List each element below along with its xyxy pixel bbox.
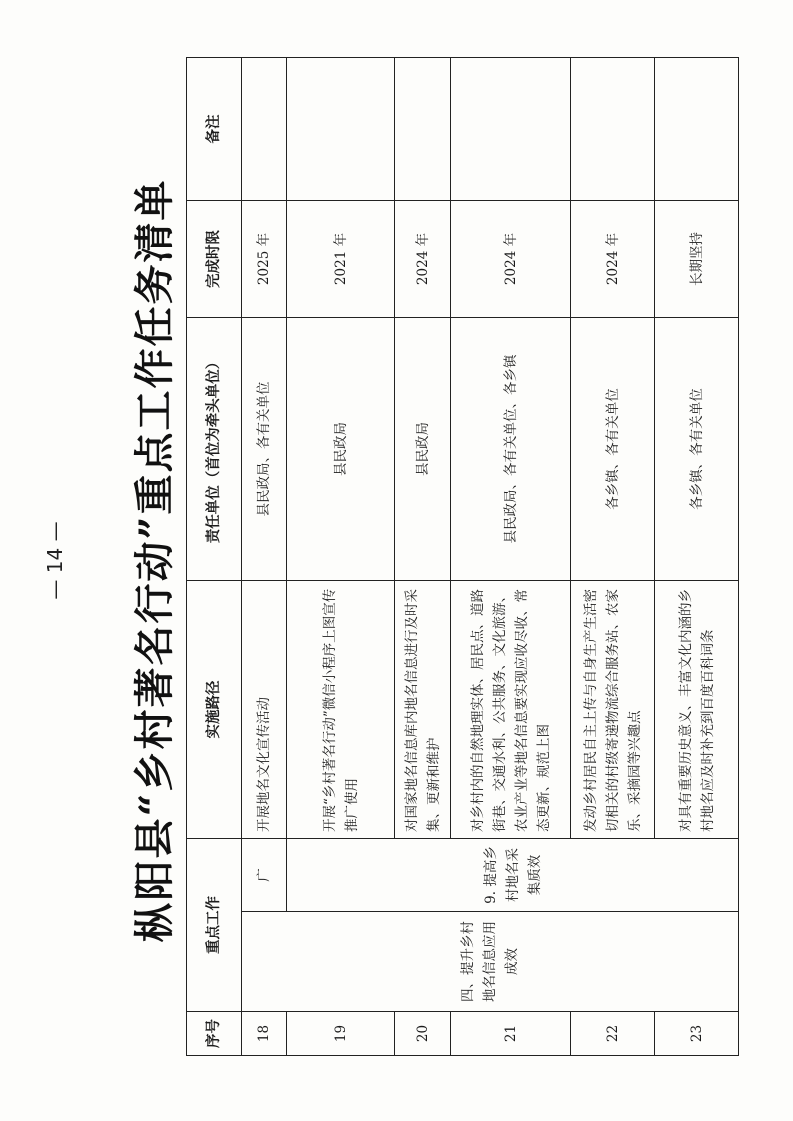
row-path: 开展“乡村著名行动”微信小程序上图宣传推广使用	[287, 581, 395, 839]
document-title: 枞阳县“乡村著名行动”重点工作任务清单	[131, 178, 178, 943]
header-path: 实施路径	[187, 581, 242, 839]
main-task-cell: 四、提升乡村地名信息应用成效	[242, 912, 739, 1012]
row-unit: 各乡镇、各有关单位	[655, 318, 739, 581]
row-no: 20	[395, 1012, 451, 1056]
row-remark	[571, 58, 655, 201]
row-deadline: 2024 年	[451, 201, 571, 318]
table-row	[287, 58, 395, 1056]
header-key-work: 重点工作	[187, 839, 242, 1012]
row-deadline: 2021 年	[287, 201, 395, 318]
row-unit: 县民政局	[395, 318, 451, 581]
row-path: 对国家地名信息库内地名信息进行及时采集、更新和维护	[395, 581, 451, 839]
sub-task-cell: 9. 提高乡村地名采集质效	[287, 839, 739, 912]
header-remark: 备注	[187, 58, 242, 201]
row-no: 18	[242, 1012, 287, 1056]
row-path: 发动乡村居民自主上传与自身生产生活密切相关的村级寄递物流综合服务站、农家乐、采摘园等兴趣点	[571, 581, 655, 839]
row-deadline: 2024 年	[571, 201, 655, 318]
table-row	[242, 58, 287, 1056]
row-remark	[655, 58, 739, 201]
row-remark	[451, 58, 571, 201]
header-deadline: 完成时限	[187, 201, 242, 318]
row-path: 对具有重要历史意义、丰富文化内涵的乡村地名应及时补充到百度百科词条	[655, 581, 739, 839]
row-unit: 县民政局、各有关单位、各乡镇	[451, 318, 571, 581]
sub-task-fragment-cell: 广	[242, 839, 287, 912]
page-number: — 14 —	[43, 521, 67, 600]
row-path: 对乡村内的自然地理实体、居民点、道路街巷、交通水利、公共服务、文化旅游、农业产业等地名信息要实现应收尽收、常态更新、规范上图	[451, 581, 571, 839]
task-table	[186, 57, 739, 1056]
row-deadline: 2024 年	[395, 201, 451, 318]
row-deadline: 2025 年	[242, 201, 287, 318]
row-path: 开展地名文化宣传活动	[242, 581, 287, 839]
row-unit: 各乡镇、各有关单位	[571, 318, 655, 581]
row-no: 19	[287, 1012, 395, 1056]
row-remark	[287, 58, 395, 201]
row-remark	[395, 58, 451, 201]
row-no: 21	[451, 1012, 571, 1056]
header-unit: 责任单位（首位为牵头单位）	[187, 318, 242, 581]
header-no: 序号	[187, 1012, 242, 1056]
table-header-row	[187, 58, 242, 1056]
row-deadline: 长期坚持	[655, 201, 739, 318]
row-no: 23	[655, 1012, 739, 1056]
row-no: 22	[571, 1012, 655, 1056]
row-unit: 县民政局	[287, 318, 395, 581]
row-remark	[242, 58, 287, 201]
row-unit: 县民政局、各有关单位	[242, 318, 287, 581]
